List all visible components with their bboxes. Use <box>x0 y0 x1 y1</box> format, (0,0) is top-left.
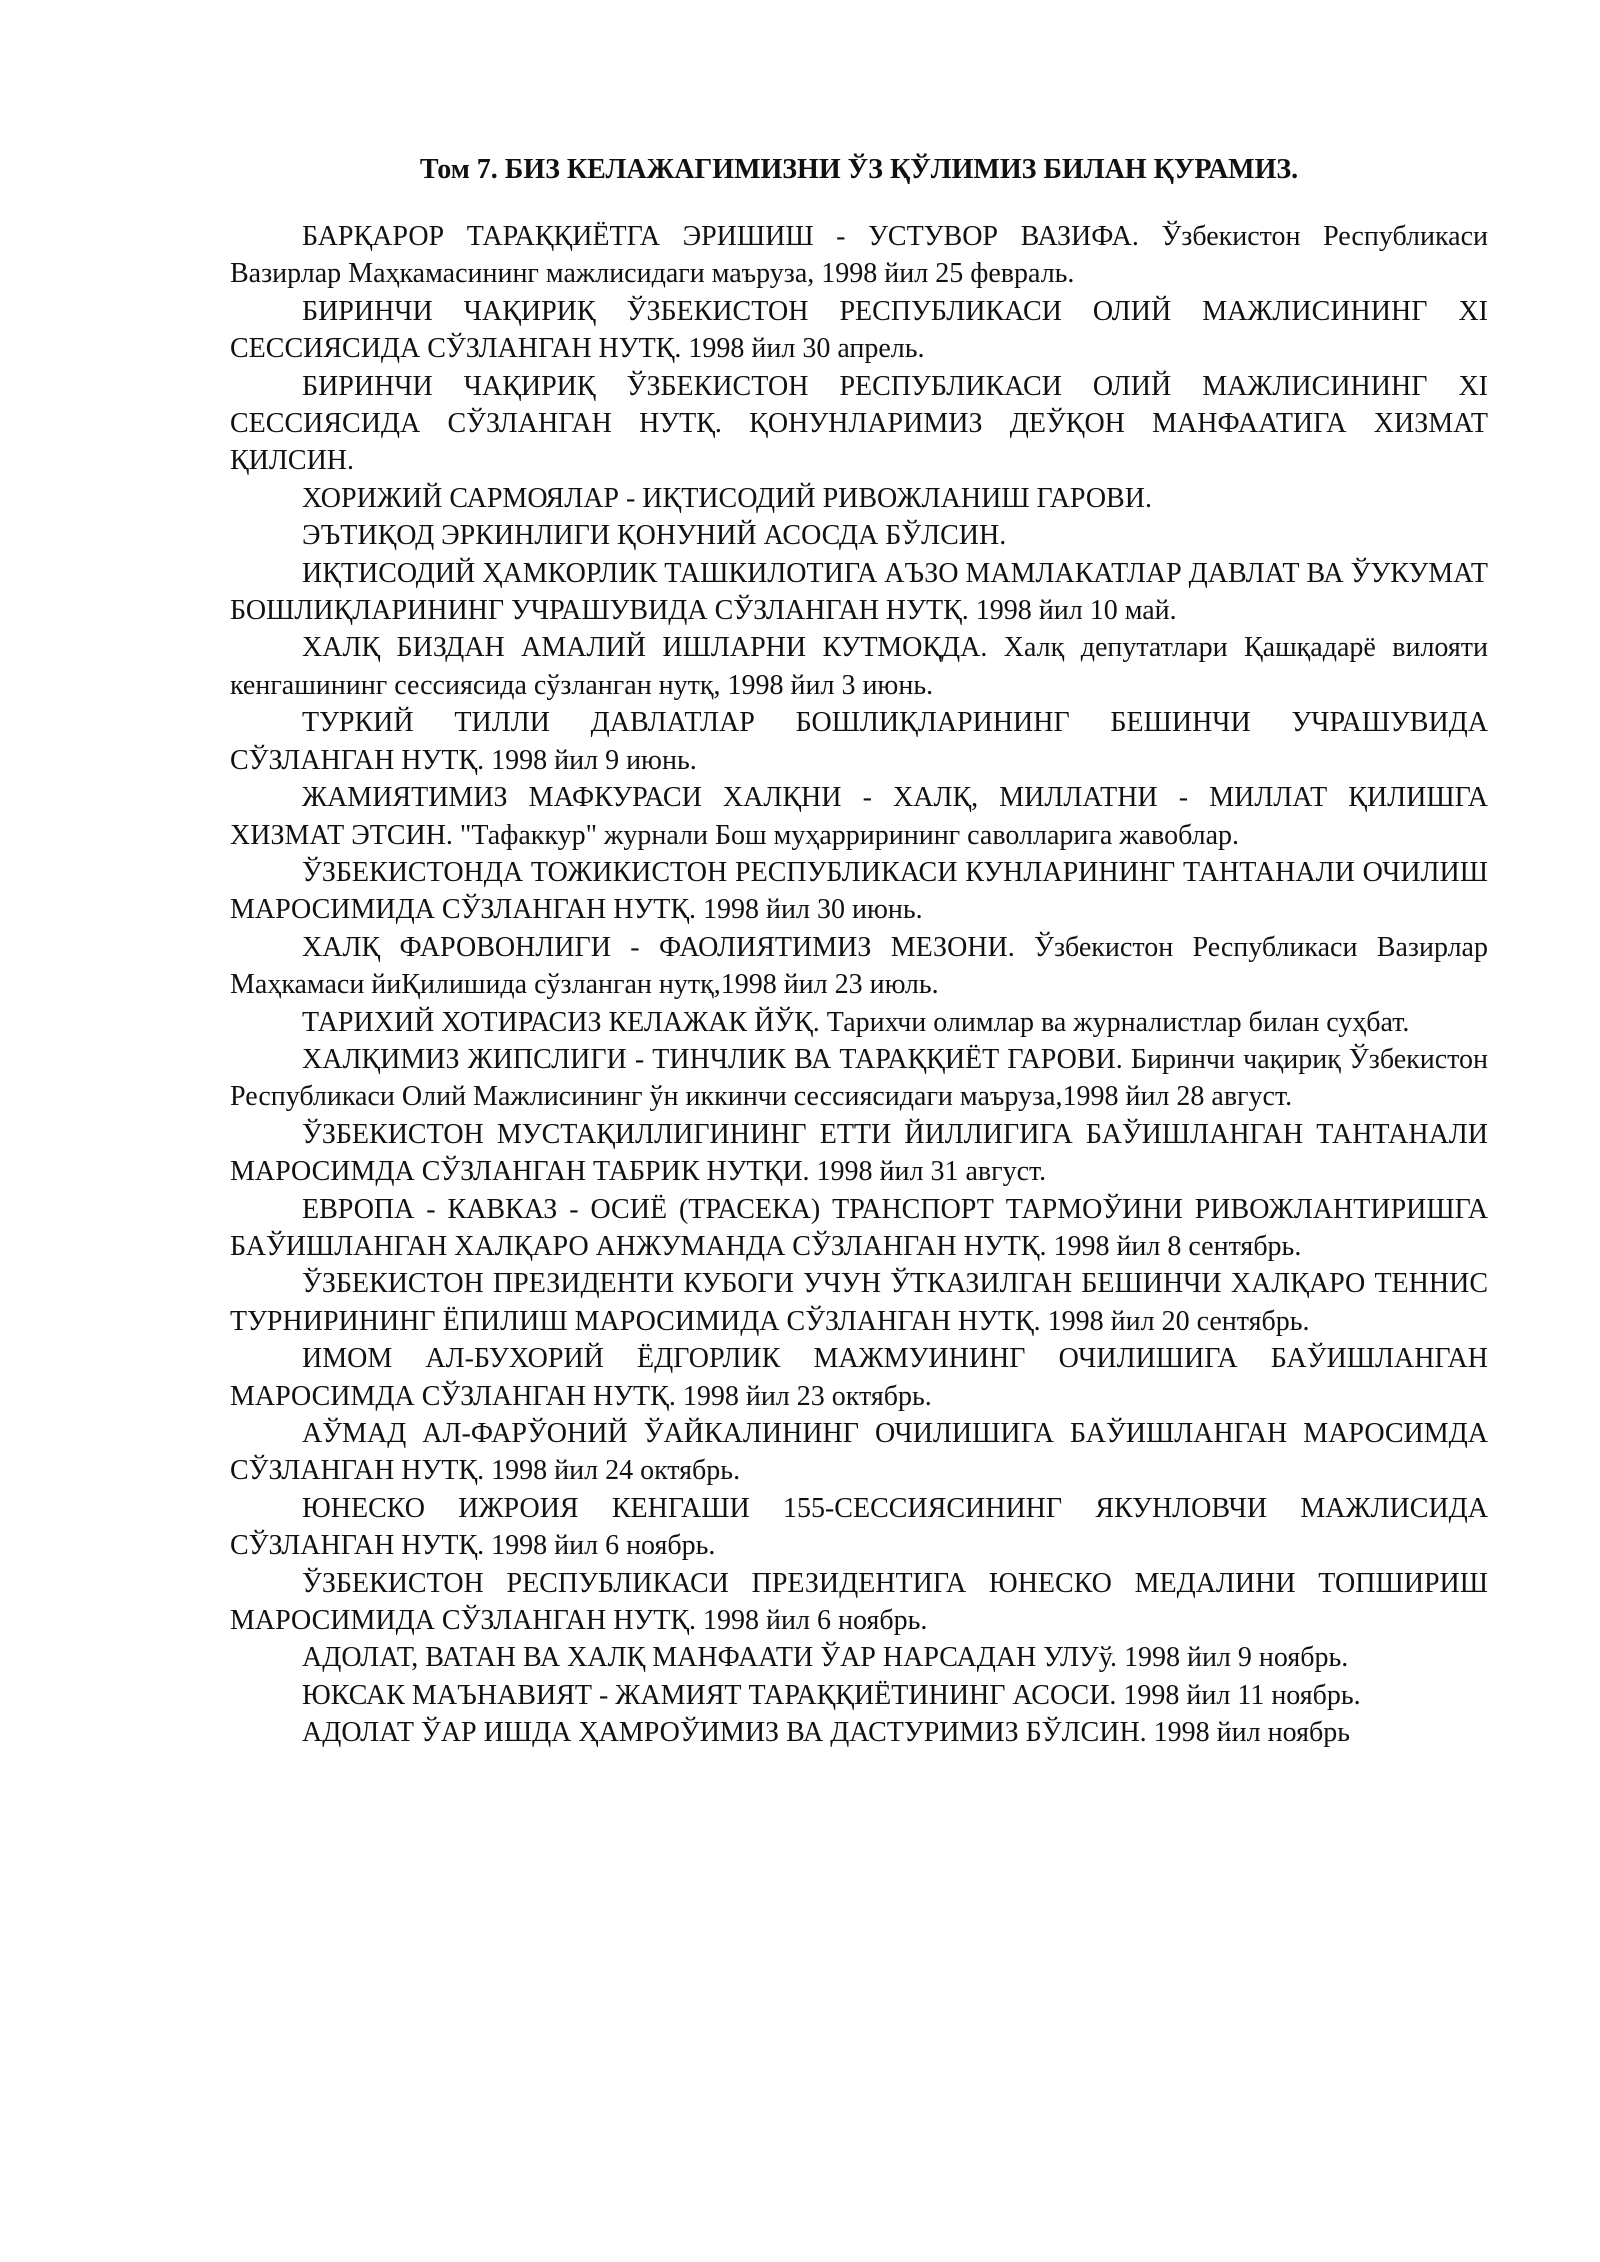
document-page <box>230 152 1488 1752</box>
list-item: ЭЪТИҚОД ЭРКИНЛИГИ ҚОНУНИЙ АСОСДА БЎЛСИН. <box>302 520 1007 552</box>
list-item: ТУРКИЙ ТИЛЛИ ДАВЛАТЛАР БОШЛИҚЛАРИНИНГ БЕШИНЧИ УЧРАШУВИДА СЎЗЛАНГАН НУТҚ. 1998 йил 9 июнь. <box>230 707 1488 776</box>
list-item: ЮКСАК МАЪНАВИЯТ - ЖАМИЯТ ТАРАҚҚИЁТИНИНГ АСОСИ. 1998 йил 11 ноябрь. <box>302 1679 1361 1711</box>
list-item: АЎМАД АЛ-ФАРЎОНИЙ ЎАЙКАЛИНИНГ ОЧИЛИШИГА БАЎИШЛАНГАН МАРОСИМДА СЎЗЛАНГАН НУТҚ. 1998 йил 24 октябрь. <box>230 1418 1488 1487</box>
document-title: Том 7. БИЗ КЕЛАЖАГИМИЗНИ ЎЗ ҚЎЛИМИЗ БИЛАН ҚУРАМИЗ. <box>419 154 1299 185</box>
list-item: ЎЗБЕКИСТОН МУСТАҚИЛЛИГИНИНГ ЕТТИ ЙИЛЛИГИГА БАЎИШЛАНГАН ТАНТАНАЛИ МАРОСИМДА СЎЗЛАНГАН ТАБРИК НУТҚИ. 1998 йил 31 август. <box>230 1118 1488 1188</box>
list-item: БИРИНЧИ ЧАҚИРИҚ ЎЗБЕКИСТОН РЕСПУБЛИКАСИ ОЛИЙ МАЖЛИСИНИНГ XI СЕССИЯСИДА СЎЗЛАНГАН НУТҚ. ҚОНУНЛАРИМИЗ ДЕЎҚОН МАНФААТИГА ХИЗМАТ ҚИЛСИН. <box>230 370 1488 477</box>
list-item: ХОРИЖИЙ САРМОЯЛАР - ИҚТИСОДИЙ РИВОЖЛАНИШ ГАРОВИ. <box>302 482 1152 514</box>
list-item: ХАЛҚИМИЗ ЖИПСЛИГИ - ТИНЧЛИК ВА ТАРАҚҚИЁТ ГАРОВИ. Биринчи чақириқ Ўзбекистон Республикаси Олий Мажлисининг ўн иккинчи сессиясидаги маъруза,1998 йил 28 август. <box>230 1043 1488 1113</box>
list-item: БИРИНЧИ ЧАҚИРИҚ ЎЗБЕКИСТОН РЕСПУБЛИКАСИ ОЛИЙ МАЖЛИСИНИНГ XI СЕССИЯСИДА СЎЗЛАНГАН НУТҚ. 1998 йил 30 апрель. <box>230 295 1488 365</box>
list-item: ЮНЕСКО ИЖРОИЯ КЕНГАШИ 155-СЕССИЯСИНИНГ ЯКУНЛОВЧИ МАЖЛИСИДА СЎЗЛАНГАН НУТҚ. 1998 йил 6 ноябрь. <box>230 1492 1488 1562</box>
list-item: ХАЛҚ БИЗДАН АМАЛИЙ ИШЛАРНИ КУТМОҚДА. Халқ депутатлари Қашқадарё вилояти кенгашининг сессиясида сўзланган нутқ, 1998 йил 3 июнь. <box>230 632 1488 701</box>
list-item: ХАЛҚ ФАРОВОНЛИГИ - ФАОЛИЯТИМИЗ МЕЗОНИ. Ўзбекистон Республикаси Вазирлар Маҳкамаси йиҚилишида сўзланган нутқ,1998 йил 23 июль. <box>230 931 1488 1001</box>
list-item: ЕВРОПА - КАВКАЗ - ОСИЁ (ТРАСЕКА) ТРАНСПОРТ ТАРМОЎИНИ РИВОЖЛАНТИРИШГА БАЎИШЛАНГАН ХАЛҚАРО АНЖУМАНДА СЎЗЛАНГАН НУТҚ. 1998 йил 8 сентябрь. <box>230 1193 1488 1262</box>
list-item: ЎЗБЕКИСТОН РЕСПУБЛИКАСИ ПРЕЗИДЕНТИГА ЮНЕСКО МЕДАЛИНИ ТОПШИРИШ МАРОСИМИДА СЎЗЛАНГАН НУТҚ. 1998 йил 6 ноябрь. <box>230 1567 1488 1637</box>
list-item: ИМОМ АЛ-БУХОРИЙ ЁДГОРЛИК МАЖМУИНИНГ ОЧИЛИШИГА БАЎИШЛАНГАН МАРОСИМДА СЎЗЛАНГАН НУТҚ. 1998 йил 23 октябрь. <box>230 1343 1488 1412</box>
list-item: ЖАМИЯТИМИЗ МАФКУРАСИ ХАЛҚНИ - ХАЛҚ, МИЛЛАТНИ - МИЛЛАТ ҚИЛИШГА ХИЗМАТ ЭТСИН. "Тафаккур" журнали Бош муҳаррирининг саволларига жавоблар. <box>230 782 1488 851</box>
list-item: АДОЛАТ, ВАТАН ВА ХАЛҚ МАНФААТИ ЎАР НАРСАДАН УЛУў. 1998 йил 9 ноябрь. <box>302 1642 1349 1674</box>
entry-list <box>230 218 1488 1752</box>
list-item: ТАРИХИЙ ХОТИРАСИЗ КЕЛАЖАК ЙЎҚ. Тарихчи олимлар ва журналистлар билан суҳбат. <box>302 1006 1410 1038</box>
list-item: ЎЗБЕКИСТОНДА ТОЖИКИСТОН РЕСПУБЛИКАСИ КУНЛАРИНИНГ ТАНТАНАЛИ ОЧИЛИШ МАРОСИМИДА СЎЗЛАНГАН НУТҚ. 1998 йил 30 июнь. <box>230 856 1488 926</box>
list-item: АДОЛАТ ЎАР ИШДА ҲАМРОЎИМИЗ ВА ДАСТУРИМИЗ БЎЛСИН. 1998 йил ноябрь <box>302 1717 1350 1749</box>
list-item: ЎЗБЕКИСТОН ПРЕЗИДЕНТИ КУБОГИ УЧУН ЎТКАЗИЛГАН БЕШИНЧИ ХАЛҚАРО ТЕННИС ТУРНИРИНИНГ ЁПИЛИШ МАРОСИМИДА СЎЗЛАНГАН НУТҚ. 1998 йил 20 сентябрь. <box>230 1268 1488 1337</box>
list-item: ИҚТИСОДИЙ ҲАМКОРЛИК ТАШКИЛОТИГА АЪЗО МАМЛАКАТЛАР ДАВЛАТ ВА ЎУКУМАТ БОШЛИҚЛАРИНИНГ УЧРАШУВИДА СЎЗЛАНГАН НУТҚ. 1998 йил 10 май. <box>230 557 1488 627</box>
list-item: БАРҚАРОР ТАРАҚҚИЁТГА ЭРИШИШ - УСТУВОР ВАЗИФА. Ўзбекистон Республикаси Вазирлар Маҳкамасининг мажлисидаги маъруза, 1998 йил 25 февраль. <box>230 221 1488 290</box>
